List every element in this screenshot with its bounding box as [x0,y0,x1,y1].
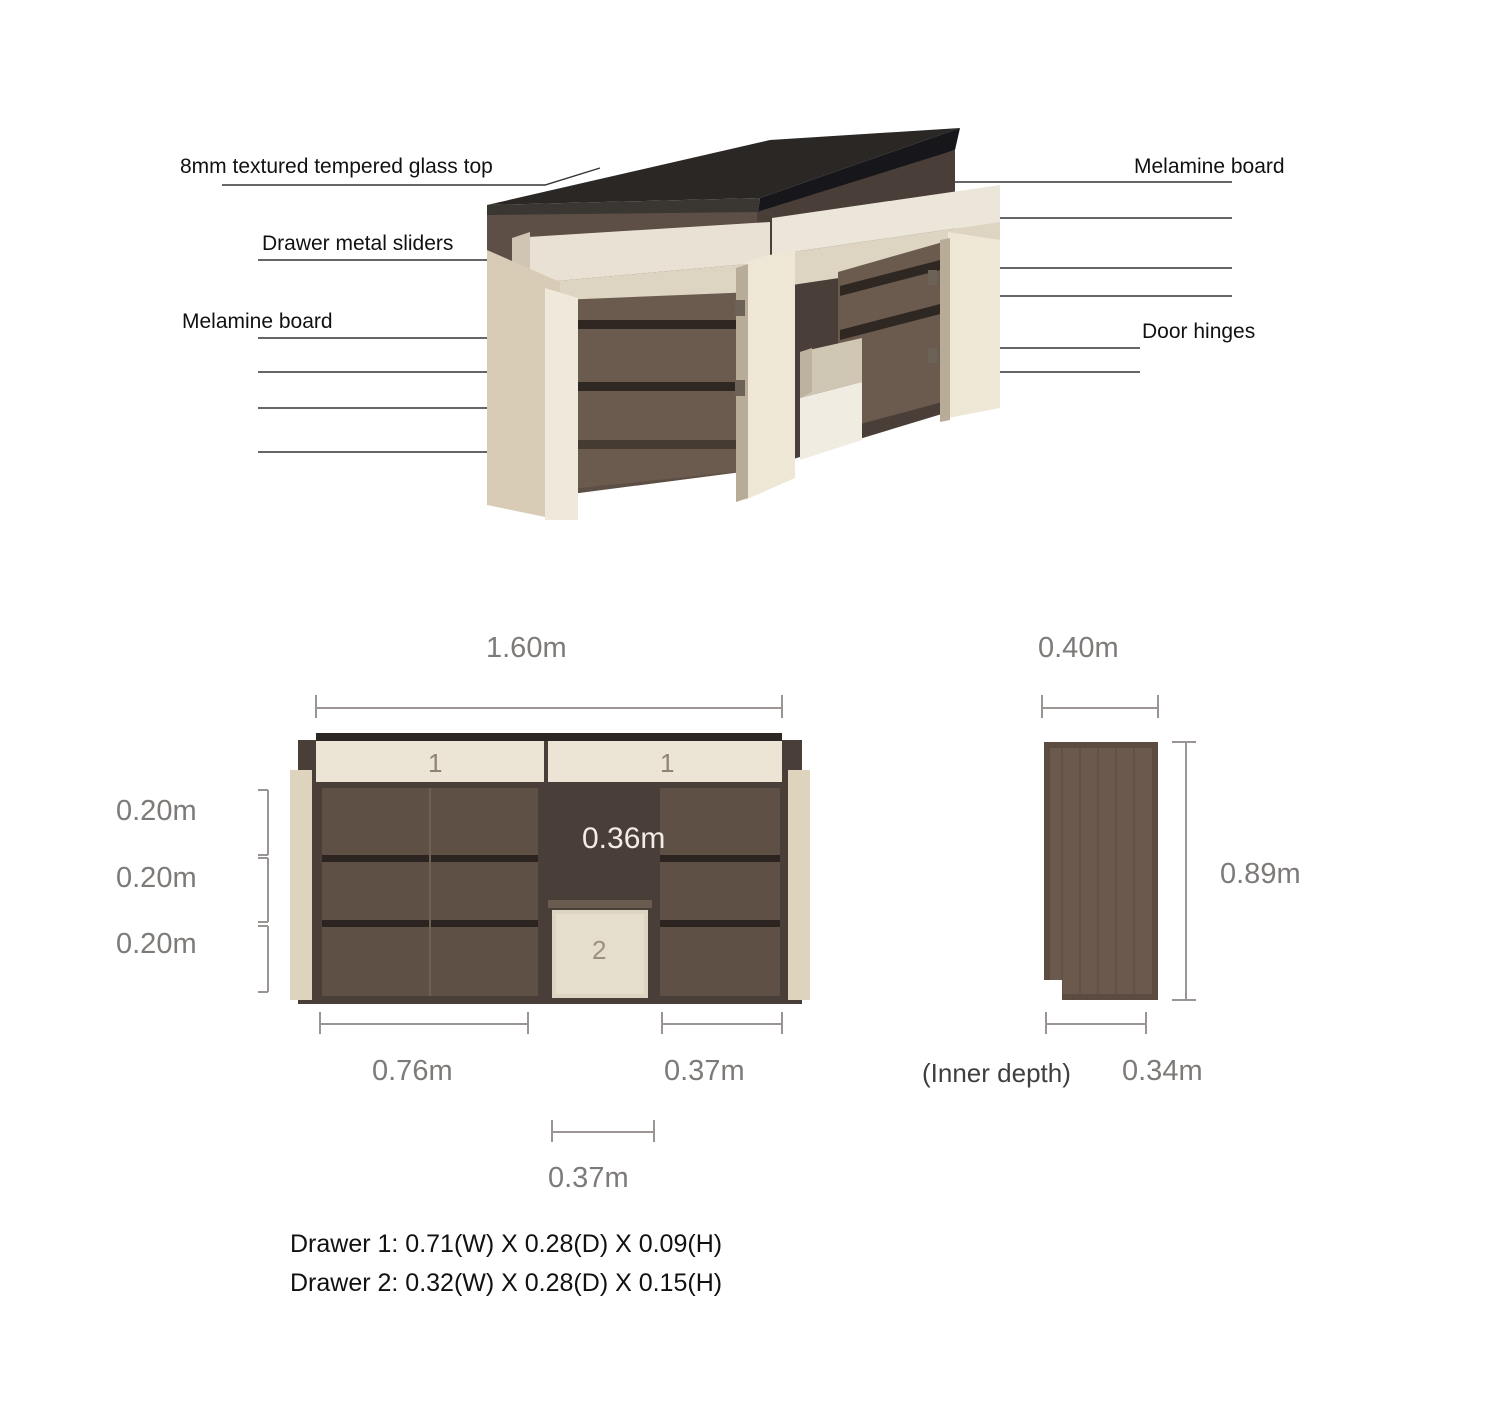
drawer-mark-top-left: 1 [428,748,443,778]
dim-inner-depth: 0.34m [1122,1055,1203,1087]
drawer-mark-top-right: 1 [660,748,675,778]
note-drawer-1: Drawer 1: 0.71(W) X 0.28(D) X 0.09(H) [290,1230,723,1258]
dim-side-height: 0.89m [1220,858,1301,890]
label-inner-depth: (Inner depth) [922,1058,1071,1088]
callout-melamine-right: Melamine board [1134,155,1285,178]
dim-front-width: 1.60m [486,632,567,664]
dim-side-width: 0.40m [1038,632,1119,664]
dim-shelf-height-1: 0.20m [116,795,197,827]
dimension-drawings [0,600,1500,1280]
drawer-mark-bottom-center: 2 [592,935,607,965]
dim-left-bay-width: 0.76m [372,1055,453,1087]
dimension-svg [0,600,1500,1280]
callout-melamine-left: Melamine board [182,310,333,333]
callout-glass-top: 8mm textured tempered glass top [180,155,493,178]
drawer-size-notes [0,1230,1500,1308]
callout-drawer-sliders: Drawer metal sliders [262,232,454,255]
dim-center-bay-width: 0.37m [548,1162,629,1194]
cabinet-drawing [0,0,1500,600]
callout-door-hinges: Door hinges [1142,320,1256,343]
dim-shelf-height-3: 0.20m [116,928,197,960]
dim-center-height: 0.36m [582,822,666,855]
dim-shelf-height-2: 0.20m [116,862,197,894]
dim-right-bay-width: 0.37m [664,1055,745,1087]
product-exploded-illustration [0,0,1500,600]
note-drawer-2: Drawer 2: 0.32(W) X 0.28(D) X 0.15(H) [290,1269,723,1297]
